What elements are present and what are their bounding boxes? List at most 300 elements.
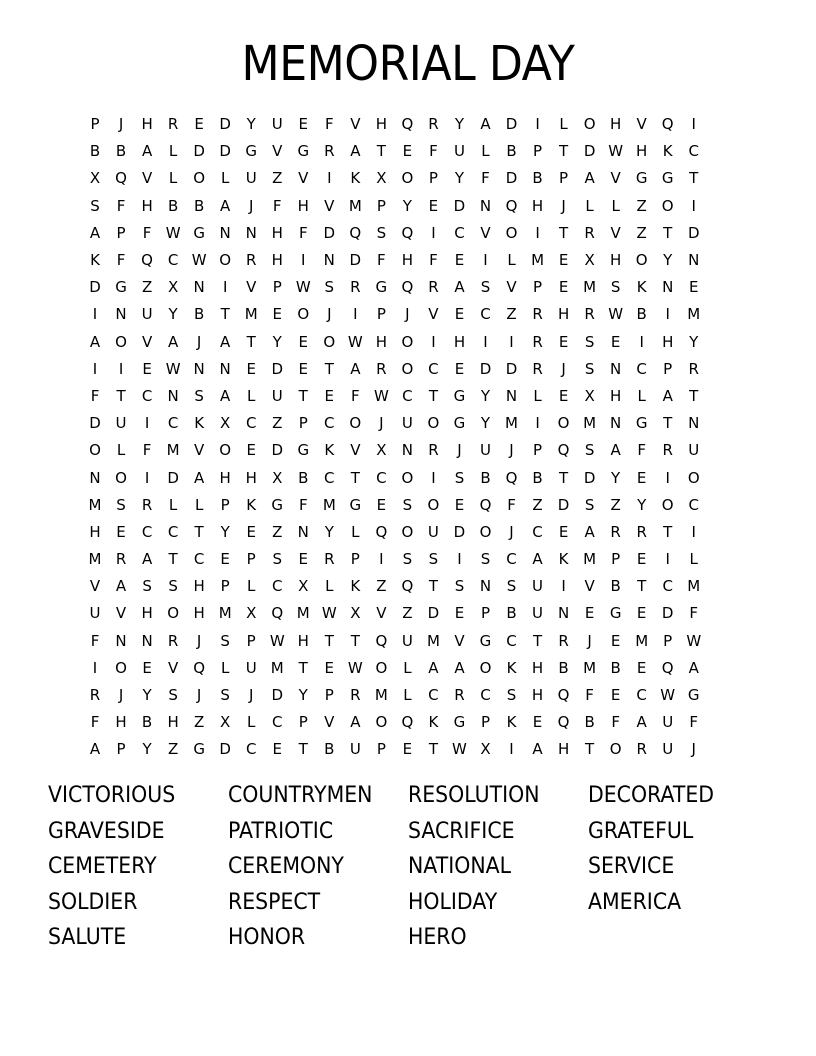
word-list-item: CEREMONY [228, 854, 344, 880]
grid-letter: Y [480, 386, 491, 405]
grid-letter: B [506, 604, 517, 623]
grid-letter: R [167, 115, 179, 134]
grid-letter: R [662, 441, 673, 460]
grid-letter: V [610, 169, 621, 188]
grid-letter: E [376, 495, 387, 514]
grid-letter: Z [272, 522, 283, 541]
grid-letter: R [141, 495, 153, 514]
grid-letter: R [115, 550, 127, 569]
grid-letter: E [636, 550, 647, 569]
grid-letter: B [532, 468, 543, 487]
word-list-item: SACRIFICE [408, 818, 515, 844]
grid-letter: R [324, 550, 335, 569]
grid-letter: R [245, 251, 257, 270]
grid-letter: L [325, 577, 334, 596]
grid-letter: G [453, 713, 466, 732]
grid-letter: S [584, 359, 595, 378]
grid-letter: O [583, 115, 596, 134]
grid-letter: O [661, 495, 674, 514]
grid-letter: F [324, 115, 334, 134]
grid-letter: M [583, 658, 597, 677]
grid-letter: R [428, 115, 439, 134]
grid-letter: B [167, 196, 179, 215]
grid-letter: Q [661, 658, 674, 677]
grid-letter: W [295, 278, 311, 297]
word-list-item: RESOLUTION [408, 783, 540, 809]
grid-letter: S [90, 196, 100, 215]
grid-letter: Y [298, 686, 308, 705]
grid-letter: Y [246, 115, 256, 134]
grid-letter: U [271, 115, 283, 134]
grid-letter: T [558, 142, 569, 161]
grid-letter: N [610, 414, 622, 433]
grid-row [82, 573, 738, 600]
word-list-item: GRAVESIDE [48, 818, 165, 844]
grid-letter: T [168, 550, 178, 569]
grid-letter: F [142, 441, 152, 460]
grid-letter: U [89, 604, 101, 623]
grid-letter: L [403, 658, 412, 677]
grid-letter: E [558, 386, 569, 405]
grid-letter: T [663, 414, 673, 433]
grid-letter: U [532, 577, 544, 596]
grid-letter: A [532, 740, 543, 759]
grid-letter: Q [401, 713, 414, 732]
grid-letter: I [379, 550, 384, 569]
grid-letter: A [454, 658, 465, 677]
grid-letter: E [454, 251, 465, 270]
grid-letter: Y [689, 332, 699, 351]
grid-letter: A [194, 468, 205, 487]
grid-letter: C [636, 359, 647, 378]
grid-letter: S [506, 686, 517, 705]
grid-letter: E [636, 468, 647, 487]
grid-letter: E [558, 332, 569, 351]
grid-letter: C [324, 468, 335, 487]
grid-letter: C [376, 468, 387, 487]
grid-letter: D [167, 468, 179, 487]
grid-letter: E [610, 631, 621, 650]
grid-letter: R [532, 332, 543, 351]
grid-letter: E [532, 713, 543, 732]
grid-letter: L [637, 386, 646, 405]
grid-letter: Y [611, 468, 621, 487]
grid-letter: G [635, 414, 648, 433]
grid-letter: D [557, 495, 570, 514]
grid-letter: J [248, 196, 254, 215]
grid-letter: E [402, 142, 413, 161]
grid-letter: J [587, 631, 592, 650]
grid-letter: D [193, 142, 205, 161]
grid-letter: T [298, 386, 308, 405]
grid-letter: Y [324, 522, 334, 541]
grid-letter: S [220, 631, 230, 650]
grid-letter: E [298, 115, 308, 134]
grid-letter: G [453, 386, 466, 405]
grid-letter: F [429, 142, 438, 161]
grid-letter: Z [636, 196, 647, 215]
grid-letter: A [662, 386, 673, 405]
grid-letter: I [92, 305, 98, 324]
grid-letter: Q [505, 468, 518, 487]
grid-letter: G [687, 686, 700, 705]
grid-letter: M [244, 305, 258, 324]
grid-letter: D [89, 414, 101, 433]
grid-letter: D [453, 196, 466, 215]
grid-letter: L [689, 550, 698, 569]
grid-letter: Q [557, 686, 570, 705]
page-title: MEMORIAL DAY [241, 36, 575, 92]
grid-letter: I [665, 305, 670, 324]
grid-letter: J [691, 740, 696, 759]
grid-letter: V [506, 278, 517, 297]
grid-letter: R [428, 441, 439, 460]
grid-letter: R [558, 631, 569, 650]
grid-letter: H [453, 332, 466, 351]
grid-letter: I [353, 305, 358, 324]
grid-letter: F [611, 713, 620, 732]
grid-letter: I [301, 251, 306, 270]
grid-letter: V [272, 142, 283, 161]
grid-letter: M [88, 550, 102, 569]
grid-letter: P [116, 223, 126, 242]
grid-row [82, 628, 738, 655]
grid-letter: Z [376, 577, 387, 596]
grid-letter: Z [402, 604, 413, 623]
grid-letter: F [90, 386, 100, 405]
grid-letter: J [379, 414, 384, 433]
grid-letter: I [665, 468, 670, 487]
grid-letter: H [141, 115, 153, 134]
grid-letter: M [583, 550, 597, 569]
grid-letter: Y [454, 115, 465, 134]
grid-letter: S [480, 278, 491, 297]
grid-letter: F [585, 686, 594, 705]
grid-letter: T [350, 631, 360, 650]
grid-letter: I [327, 169, 332, 188]
word-list-row [48, 885, 788, 921]
grid-letter: H [141, 196, 153, 215]
grid-letter: Q [141, 251, 153, 270]
grid-letter: J [457, 441, 462, 460]
grid-letter: H [297, 631, 309, 650]
grid-letter: Q [479, 495, 492, 514]
grid-letter: E [246, 441, 256, 460]
grid-letter: V [141, 169, 153, 188]
grid-letter: N [89, 468, 101, 487]
grid-letter: D [349, 251, 362, 270]
grid-letter: P [611, 550, 621, 569]
grid-letter: G [661, 169, 674, 188]
word-list-item: RESPECT [228, 889, 321, 915]
grid-letter: B [141, 713, 153, 732]
grid-letter: F [298, 495, 308, 514]
grid-letter: F [298, 223, 308, 242]
grid-letter: C [193, 550, 205, 569]
grid-letter: K [636, 278, 647, 297]
grid-letter: G [115, 278, 127, 297]
grid-letter: O [609, 740, 622, 759]
grid-letter: O [661, 196, 674, 215]
grid-letter: I [144, 468, 150, 487]
grid-row [82, 220, 738, 247]
grid-letter: M [687, 305, 701, 324]
grid-letter: H [610, 386, 622, 405]
word-list-item: VICTORIOUS [48, 783, 176, 809]
grid-letter: M [374, 686, 388, 705]
grid-letter: T [663, 522, 673, 541]
grid-letter: S [454, 577, 465, 596]
word-list-item: NATIONAL [408, 854, 512, 880]
grid-letter: X [220, 414, 231, 433]
grid-letter: D [427, 604, 440, 623]
grid-letter: W [269, 631, 285, 650]
grid-letter: B [636, 305, 647, 324]
grid-letter: S [116, 495, 126, 514]
grid-row [82, 736, 738, 763]
grid-letter: A [350, 359, 361, 378]
grid-letter: N [219, 223, 231, 242]
grid-letter: C [428, 359, 439, 378]
grid-letter: M [583, 414, 597, 433]
grid-letter: C [454, 223, 465, 242]
grid-letter: W [191, 251, 207, 270]
grid-letter: Y [220, 522, 230, 541]
grid-letter: V [167, 658, 179, 677]
grid-letter: H [662, 332, 674, 351]
grid-letter: I [691, 522, 696, 541]
grid-letter: L [168, 495, 178, 514]
grid-letter: P [116, 740, 126, 759]
grid-letter: C [636, 686, 647, 705]
grid-letter: E [142, 359, 152, 378]
grid-letter: B [532, 169, 543, 188]
grid-letter: H [375, 115, 387, 134]
grid-letter: L [585, 196, 594, 215]
grid-letter: V [350, 441, 361, 460]
grid-letter: G [297, 441, 310, 460]
grid-letter: T [585, 740, 595, 759]
grid-letter: E [610, 686, 621, 705]
grid-letter: K [350, 169, 361, 188]
grid-letter: J [196, 332, 202, 351]
grid-letter: L [116, 441, 126, 460]
grid-letter: A [350, 713, 361, 732]
grid-letter: E [324, 658, 335, 677]
grid-letter: E [636, 658, 647, 677]
grid-letter: B [193, 305, 205, 324]
grid-letter: P [246, 631, 256, 650]
word-list-item: SOLDIER [48, 889, 138, 915]
grid-letter: U [662, 740, 674, 759]
grid-letter: G [375, 278, 388, 297]
grid-letter: S [220, 686, 230, 705]
grid-letter: A [89, 740, 101, 759]
grid-letter: F [116, 196, 126, 215]
grid-letter: H [193, 604, 205, 623]
grid-letter: C [662, 577, 673, 596]
grid-letter: D [453, 522, 466, 541]
grid-letter: E [142, 658, 152, 677]
grid-letter: B [558, 658, 569, 677]
grid-letter: I [509, 740, 514, 759]
grid-letter: H [531, 196, 544, 215]
grid-letter: R [532, 359, 543, 378]
grid-letter: O [479, 658, 492, 677]
grid-letter: P [246, 550, 256, 569]
grid-letter: E [402, 740, 413, 759]
grid-letter: V [428, 305, 439, 324]
grid-letter: T [558, 223, 569, 242]
grid-letter: Q [557, 713, 570, 732]
grid-letter: E [298, 359, 308, 378]
grid-letter: V [610, 223, 621, 242]
grid-letter: I [561, 577, 566, 596]
grid-letter: Z [636, 223, 647, 242]
grid-letter: P [272, 278, 282, 297]
grid-letter: S [584, 441, 595, 460]
grid-letter: Z [532, 495, 543, 514]
grid-letter: H [375, 332, 387, 351]
grid-letter: S [402, 550, 413, 569]
grid-letter: O [193, 169, 206, 188]
grid-letter: D [583, 468, 596, 487]
grid-letter: D [505, 359, 518, 378]
grid-letter: H [531, 658, 544, 677]
grid-letter: G [271, 495, 284, 514]
grid-letter: I [691, 115, 696, 134]
grid-letter: Q [401, 577, 414, 596]
grid-letter: P [324, 686, 334, 705]
grid-letter: W [347, 658, 363, 677]
grid-letter: N [193, 359, 205, 378]
grid-letter: F [90, 631, 100, 650]
grid-letter: A [220, 386, 231, 405]
letter-grid [82, 111, 738, 764]
grid-letter: T [376, 142, 386, 161]
grid-letter: H [141, 604, 153, 623]
grid-letter: Z [506, 305, 517, 324]
grid-letter: T [298, 658, 308, 677]
grid-letter: R [428, 278, 439, 297]
grid-letter: D [687, 223, 700, 242]
grid-letter: T [324, 631, 334, 650]
grid-letter: C [506, 550, 517, 569]
grid-letter: E [194, 115, 204, 134]
grid-letter: N [688, 251, 700, 270]
grid-letter: E [246, 522, 256, 541]
grid-letter: U [115, 414, 127, 433]
grid-letter: W [686, 631, 702, 650]
word-list-item: SERVICE [588, 854, 675, 880]
grid-letter: A [141, 550, 153, 569]
grid-letter: U [271, 386, 283, 405]
grid-letter: D [583, 142, 596, 161]
grid-letter: Y [663, 251, 673, 270]
grid-letter: F [377, 251, 386, 270]
grid-letter: Q [401, 115, 414, 134]
grid-letter: T [194, 522, 204, 541]
grid-letter: L [247, 713, 256, 732]
grid-letter: P [298, 414, 308, 433]
grid-letter: P [376, 740, 386, 759]
grid-letter: U [349, 740, 361, 759]
grid-row [82, 193, 738, 220]
grid-letter: Z [167, 740, 179, 759]
grid-letter: C [506, 631, 517, 650]
grid-letter: K [246, 495, 257, 514]
grid-letter: N [115, 631, 127, 650]
grid-letter: A [350, 142, 361, 161]
grid-letter: M [505, 414, 518, 433]
grid-letter: H [271, 251, 283, 270]
grid-letter: R [636, 522, 647, 541]
grid-letter: V [246, 278, 257, 297]
grid-letter: Q [375, 522, 388, 541]
grid-letter: F [272, 196, 282, 215]
grid-letter: L [220, 169, 230, 188]
word-list-item: SALUTE [48, 925, 127, 951]
grid-row [82, 464, 738, 491]
grid-letter: H [531, 686, 544, 705]
grid-letter: O [115, 332, 127, 351]
grid-letter: O [297, 305, 310, 324]
grid-letter: C [324, 414, 335, 433]
grid-letter: T [428, 386, 438, 405]
grid-letter: X [272, 468, 283, 487]
grid-letter: M [322, 495, 336, 514]
grid-letter: K [324, 441, 335, 460]
grid-letter: D [323, 223, 336, 242]
grid-letter: W [608, 305, 624, 324]
grid-letter: E [454, 359, 465, 378]
grid-letter: D [219, 142, 231, 161]
grid-letter: B [506, 142, 517, 161]
word-list [48, 778, 788, 956]
grid-letter: R [532, 305, 543, 324]
grid-letter: Q [349, 223, 362, 242]
grid-letter: N [141, 631, 153, 650]
grid-row [82, 682, 738, 709]
grid-letter: H [115, 713, 127, 732]
grid-row [82, 709, 738, 736]
grid-letter: R [376, 359, 387, 378]
grid-letter: F [429, 251, 438, 270]
grid-letter: O [557, 414, 570, 433]
grid-letter: A [167, 332, 179, 351]
grid-letter: T [298, 740, 308, 759]
grid-letter: A [454, 278, 465, 297]
grid-letter: E [220, 550, 230, 569]
grid-letter: N [610, 359, 622, 378]
grid-letter: A [141, 142, 153, 161]
grid-letter: E [272, 305, 282, 324]
grid-letter: D [89, 278, 101, 297]
grid-letter: B [115, 142, 127, 161]
grid-letter: L [533, 386, 542, 405]
grid-row [82, 383, 738, 410]
grid-letter: G [193, 740, 205, 759]
grid-letter: A [89, 223, 101, 242]
grid-letter: O [375, 713, 388, 732]
grid-letter: G [453, 414, 466, 433]
grid-letter: I [118, 359, 124, 378]
grid-letter: X [480, 740, 491, 759]
grid-letter: H [219, 468, 231, 487]
grid-letter: E [454, 305, 465, 324]
grid-letter: Y [637, 495, 647, 514]
word-list-item: PATRIOTIC [228, 818, 334, 844]
